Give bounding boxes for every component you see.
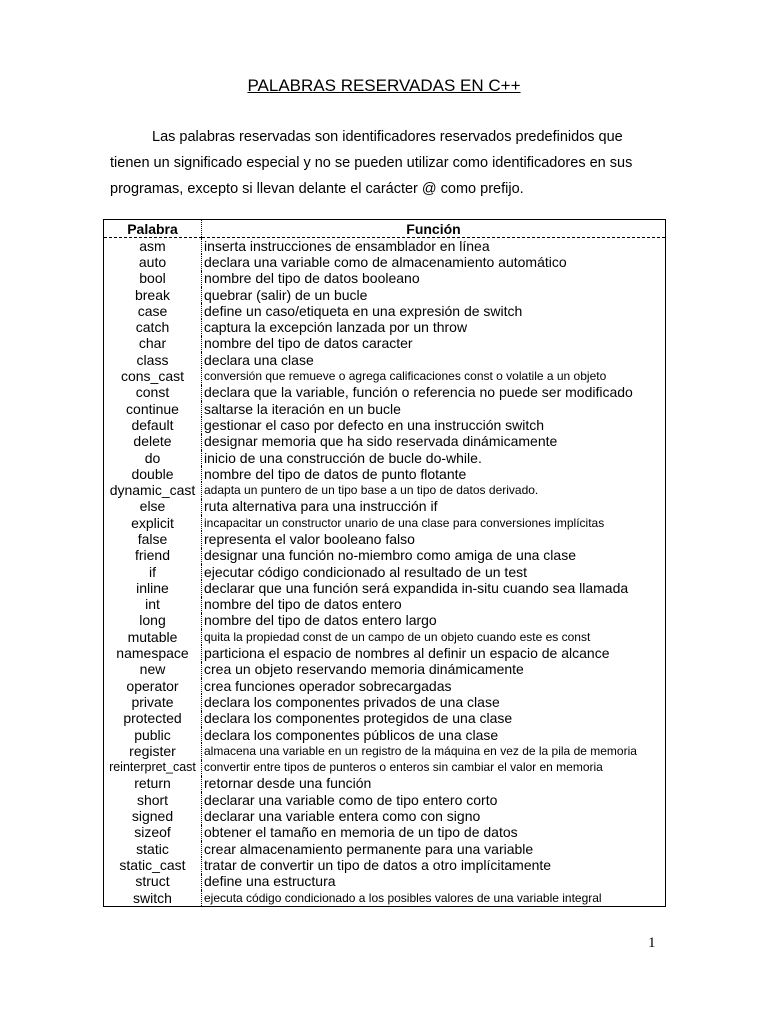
keyword-cell: catch	[104, 319, 202, 335]
table-row	[104, 841, 666, 857]
table-row	[104, 531, 666, 547]
keywords-table	[103, 219, 666, 907]
keyword-cell: sizeof	[104, 825, 202, 841]
function-cell: quita la propiedad const de un campo de un objeto cuando este es const	[204, 629, 591, 644]
table-row	[104, 808, 666, 824]
keyword-cell: int	[104, 597, 202, 613]
function-cell: ejecutar código condicionado al resultado de un test	[204, 563, 527, 580]
function-cell: ejecuta código condicionado a los posibles valores de una variable integral	[204, 890, 602, 905]
keyword-cell: bool	[104, 271, 202, 287]
function-cell: declarar que una función será expandida in-situ cuando sea llamada	[204, 580, 629, 596]
keyword-cell: private	[104, 694, 202, 710]
table-row	[104, 271, 666, 287]
header-funcion: Función	[202, 220, 666, 238]
keyword-cell: double	[104, 466, 202, 482]
function-cell: saltarse la iteración en un bucle	[204, 400, 401, 417]
table-row	[104, 417, 666, 433]
keyword-cell: default	[104, 417, 202, 433]
keyword-cell: asm	[104, 238, 202, 255]
function-cell: nombre del tipo de datos de punto flotante	[204, 466, 467, 482]
table-row	[104, 711, 666, 727]
keyword-cell: case	[104, 303, 202, 319]
keyword-cell: auto	[104, 254, 202, 270]
table-row	[104, 727, 666, 743]
keyword-cell: long	[104, 613, 202, 629]
keyword-cell: return	[104, 776, 202, 792]
keyword-cell: static	[104, 841, 202, 857]
function-cell: designar una función no-miembro como amiga de una clase	[204, 547, 576, 564]
table-row	[104, 776, 666, 792]
keyword-cell: continue	[104, 401, 202, 417]
table-row	[104, 352, 666, 368]
table-row	[104, 254, 666, 270]
function-cell: retornar desde una función	[204, 775, 372, 792]
table-row	[104, 385, 666, 401]
keyword-cell: cons_cast	[104, 368, 202, 384]
function-cell: almacena una variable en un registro de la máquina en vez de la pila de memoria	[204, 743, 637, 758]
keyword-cell: new	[104, 662, 202, 678]
keyword-cell: static_cast	[104, 857, 202, 873]
table-row	[104, 694, 666, 710]
intro-text: Las palabras reservadas son identificadores reservados predefinidos que tienen un significado especial y no se pueden utilizar como identificadores en sus programas, excepto si llevan delante el carácter @ como prefijo.	[110, 129, 633, 197]
header-palabra: Palabra	[104, 220, 202, 238]
table-row	[104, 825, 666, 841]
function-cell: obtener el tamaño en memoria de un tipo de datos	[204, 824, 518, 841]
function-cell: inicio de una construcción de bucle do-while.	[204, 449, 482, 466]
page-number: 1	[648, 935, 656, 951]
table-row	[104, 401, 666, 417]
keyword-cell: false	[104, 531, 202, 547]
table-row	[104, 743, 666, 759]
table-row	[104, 499, 666, 515]
keyword-cell: protected	[104, 711, 202, 727]
function-cell: declara que la variable, función o referencia no puede ser modificado	[204, 384, 633, 401]
function-cell: designar memoria que ha sido reservada dinámicamente	[204, 433, 558, 450]
function-cell: declara los componentes protegidos de una clase	[204, 710, 513, 727]
keyword-cell: dynamic_cast	[104, 482, 202, 498]
table-row	[104, 564, 666, 580]
function-cell: declarar una variable como de tipo entero corto	[204, 792, 498, 808]
function-cell: particiona el espacio de nombres al definir un espacio de alcance	[204, 645, 610, 662]
table-row	[104, 597, 666, 613]
function-cell: inserta instrucciones de ensamblador en línea	[204, 237, 490, 254]
function-cell: nombre del tipo de datos entero largo	[204, 612, 437, 629]
function-cell: crea funciones operador sobrecargadas	[204, 678, 452, 694]
table-row	[104, 548, 666, 564]
table-row	[104, 319, 666, 335]
function-cell: declara los componentes privados de una clase	[204, 694, 500, 710]
function-cell: nombre del tipo de datos booleano	[204, 270, 420, 287]
keyword-cell: const	[104, 385, 202, 401]
table-row	[104, 450, 666, 466]
table-header-row	[104, 220, 666, 238]
function-cell: captura la excepción lanzada por un throw	[204, 319, 468, 336]
keywords-table-body	[104, 238, 666, 907]
keyword-cell: struct	[104, 874, 202, 890]
function-cell: declara los componentes públicos de una clase	[204, 726, 499, 743]
table-row	[104, 629, 666, 645]
keyword-cell: public	[104, 727, 202, 743]
keyword-cell: signed	[104, 808, 202, 824]
table-row	[104, 760, 666, 776]
function-cell: gestionar el caso por defecto en una instrucción switch	[204, 417, 545, 433]
function-cell: declarar una variable entera como con signo	[204, 808, 481, 825]
keyword-cell: register	[104, 743, 202, 759]
keyword-cell: operator	[104, 678, 202, 694]
keyword-cell: inline	[104, 580, 202, 596]
table-row	[104, 678, 666, 694]
keyword-cell: friend	[104, 548, 202, 564]
table-row	[104, 874, 666, 890]
table-row	[104, 434, 666, 450]
function-cell: representa el valor booleano falso	[204, 531, 415, 547]
function-cell: conversión que remueve o agrega calificaciones const o volatile a un objeto	[204, 369, 607, 384]
function-cell: define una estructura	[204, 873, 336, 890]
function-cell: adapta un puntero de un tipo base a un tipo de datos derivado.	[204, 483, 539, 498]
table-row	[104, 645, 666, 661]
function-cell: declara una variable como de almacenamiento automático	[204, 254, 567, 270]
table-row	[104, 238, 666, 255]
function-cell: ruta alternativa para una instrucción if	[204, 498, 438, 515]
function-cell: crea un objeto reservando memoria dinámicamente	[204, 661, 524, 678]
table-row	[104, 792, 666, 808]
keyword-cell: class	[104, 352, 202, 368]
function-cell: tratar de convertir un tipo de datos a otro implícitamente	[204, 857, 552, 873]
keyword-cell: break	[104, 287, 202, 303]
function-cell: define un caso/etiqueta en una expresión de switch	[204, 303, 523, 319]
table-row	[104, 857, 666, 873]
keyword-cell: namespace	[104, 645, 202, 661]
function-cell: nombre del tipo de datos entero	[204, 596, 402, 613]
table-row	[104, 466, 666, 482]
table-row	[104, 368, 666, 384]
function-cell: crear almacenamiento permanente para una variable	[204, 840, 534, 857]
keyword-cell: switch	[104, 890, 202, 907]
keyword-cell: explicit	[104, 515, 202, 531]
function-cell: nombre del tipo de datos caracter	[204, 335, 413, 352]
keyword-cell: mutable	[104, 629, 202, 645]
keyword-cell: char	[104, 336, 202, 352]
keyword-cell: else	[104, 499, 202, 515]
table-row	[104, 890, 666, 907]
table-row	[104, 662, 666, 678]
table-row	[104, 515, 666, 531]
function-cell: declara una clase	[204, 352, 314, 368]
table-row	[104, 613, 666, 629]
table-row	[104, 303, 666, 319]
table-row	[104, 336, 666, 352]
function-cell: quebrar (salir) de un bucle	[204, 286, 368, 303]
table-row	[104, 580, 666, 596]
function-cell: incapacitar un constructor unario de una clase para conversiones implícitas	[204, 515, 605, 530]
intro-paragraph	[110, 124, 662, 202]
keyword-cell: short	[104, 792, 202, 808]
keyword-cell: if	[104, 564, 202, 580]
keyword-cell: do	[104, 450, 202, 466]
keyword-cell: reinterpret_cast	[104, 760, 202, 776]
table-row	[104, 287, 666, 303]
page-title: PALABRAS RESERVADAS EN C++	[247, 76, 521, 95]
keyword-cell: delete	[104, 434, 202, 450]
function-cell: convertir entre tipos de punteros o enteros sin cambiar el valor en memoria	[204, 760, 603, 775]
table-row	[104, 482, 666, 498]
